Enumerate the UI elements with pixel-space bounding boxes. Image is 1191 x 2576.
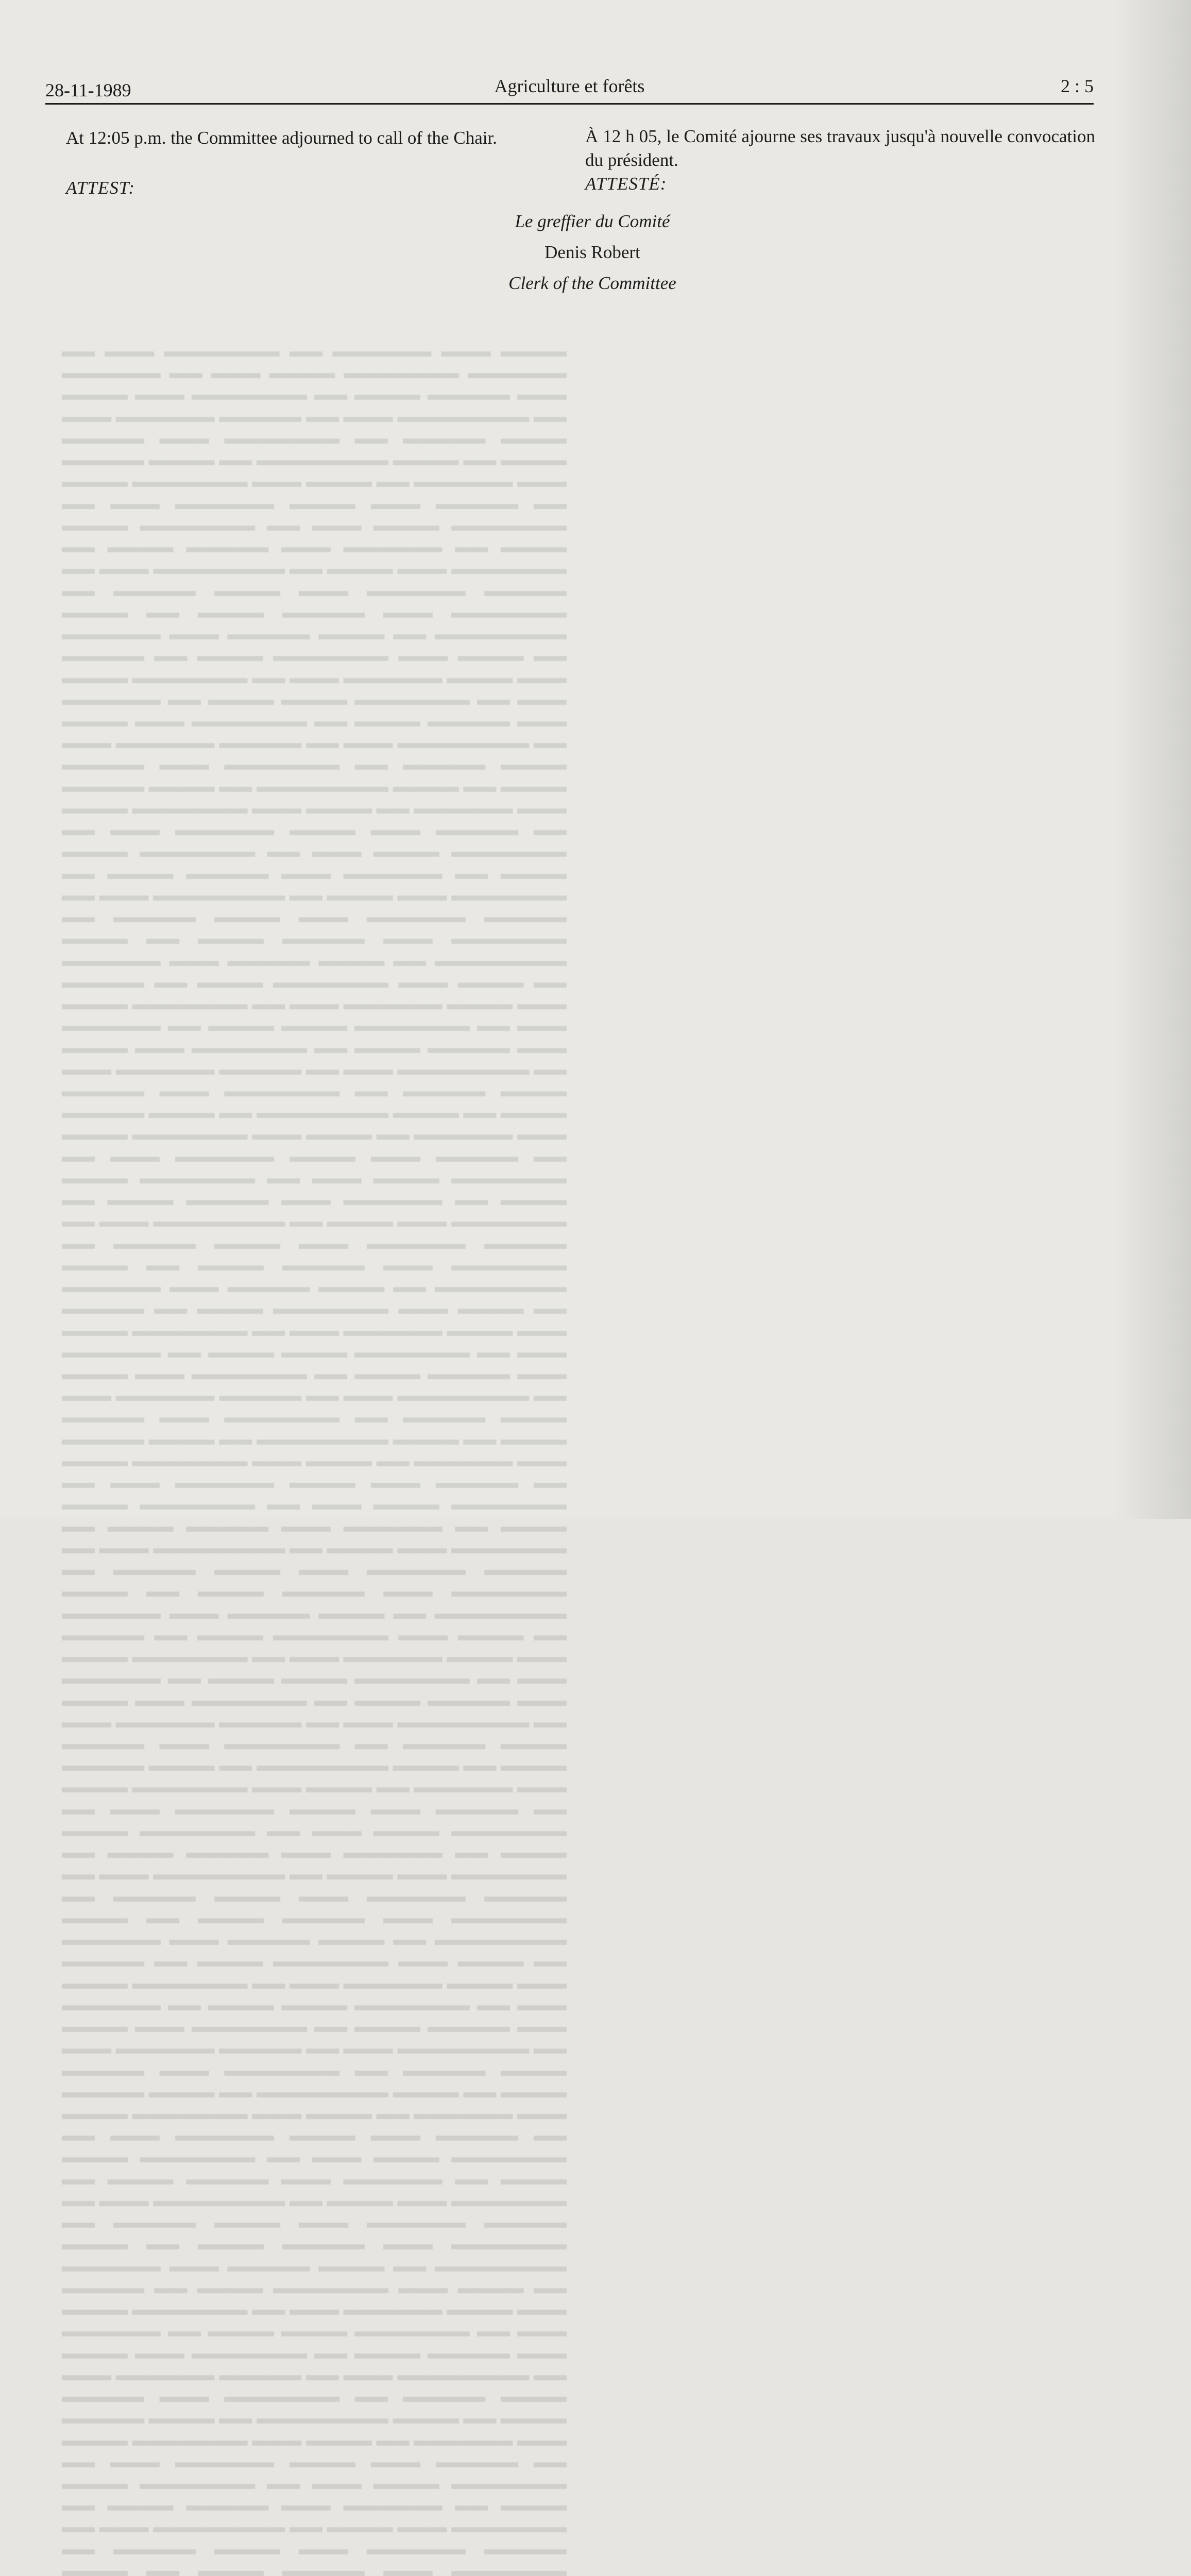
english-attest-label: ATTEST: (66, 178, 135, 198)
header-rule (45, 103, 1094, 105)
show-through-left: ▬▬▬▬ ▬▬▬ ▬▬▬▬▬▬ ▬▬ ▬▬▬▬▬▬▬ ▬▬▬ ▬▬ ▬▬▬▬▬▬ ▬▬▬▬▬▬▬ ▬▬▬▬ ▬▬▬ ▬▬ ▬▬▬▬▬▬ ▬▬▬ ▬▬▬▬▬ ▬▬▬▬ ▬▬ ▬▬▬▬▬▬▬ ▬▬▬ ▬▬▬▬ ▬▬ ▬▬▬▬▬▬▬▬ ▬▬▬ ▬▬ ▬▬▬▬▬ ▬▬▬▬▬▬ ▬▬▬ ▬▬▬▬ ▬▬▬▬▬ ▬▬ ▬▬▬▬▬▬▬ ▬▬▬ ▬▬▬▬▬ ▬▬▬▬ ▬▬ ▬▬▬▬ ▬▬▬▬▬▬▬▬ ▬▬ ▬▬▬▬ ▬▬▬▬▬ ▬▬▬ ▬▬▬▬▬▬ ▬▬ ▬▬▬▬ ▬▬▬ ▬▬▬▬▬▬▬ ▬▬▬▬ ▬▬ ▬▬▬▬▬ ▬▬▬ ▬▬▬▬ ▬▬▬▬▬▬ ▬▬▬ ▬▬ ▬▬▬▬▬▬▬ ▬▬▬▬ ▬▬▬ ▬▬ ▬▬▬▬▬▬▬ ▬▬▬▬ ▬▬▬▬ ▬▬ ▬▬▬▬▬▬ ▬▬▬ ▬▬▬▬▬ ▬▬▬▬ ▬▬ ▬▬▬▬▬▬▬ ▬▬▬ ▬▬▬▬ ▬▬ ▬▬▬▬▬▬▬▬ ▬▬▬ ▬▬ ▬▬▬▬▬ ▬▬▬▬▬▬ ▬▬▬ ▬▬▬▬ ▬▬▬▬▬ ▬▬ ▬▬▬▬▬▬▬ ▬▬▬ ▬▬▬▬▬ ▬▬▬▬ ▬▬ ▬▬▬▬ ▬▬▬▬▬▬▬▬ ▬▬ ▬▬▬▬ ▬▬▬▬▬ ▬▬▬ ▬▬▬▬▬▬ ▬▬ ▬▬▬▬ ▬▬▬ ▬▬▬▬▬▬▬ ▬▬▬▬ ▬▬ ▬▬▬▬▬ ▬▬▬ ▬▬▬▬ ▬▬▬▬▬▬ ▬▬▬ ▬▬ ▬▬▬▬▬▬▬ ▬▬▬▬ ▬▬▬ ▬▬ ▬▬▬▬▬▬▬ ▬▬▬▬ ▬▬▬▬ ▬▬ ▬▬▬▬▬▬ ▬▬▬ ▬▬▬▬▬ ▬▬▬▬ ▬▬ ▬▬▬▬▬▬▬ ▬▬▬ ▬▬▬▬ ▬▬ ▬▬▬▬▬▬▬▬ ▬▬▬ ▬▬ ▬▬▬▬▬ ▬▬▬▬▬▬ ▬▬▬ ▬▬▬▬ ▬▬▬▬▬ ▬▬ ▬▬▬▬▬▬▬ ▬▬▬ ▬▬▬▬▬ ▬▬▬▬ ▬▬ ▬▬▬▬ ▬▬▬▬▬▬▬▬ ▬▬ ▬▬▬▬ ▬▬▬▬▬ ▬▬▬ ▬▬▬▬▬▬ ▬▬ ▬▬▬▬ ▬▬▬ ▬▬▬▬▬▬▬ ▬▬▬▬ ▬▬ ▬▬▬▬▬ ▬▬▬ ▬▬▬▬ ▬▬▬▬▬▬ ▬▬▬ ▬▬ ▬▬▬▬▬▬▬ ▬▬▬▬ ▬▬▬ ▬▬ ▬▬▬▬▬▬▬ ▬▬▬▬ ▬▬▬▬ ▬▬ ▬▬▬▬▬▬ ▬▬▬ ▬▬▬▬▬ ▬▬▬▬ ▬▬ ▬▬▬▬▬▬▬ ▬▬▬ ▬▬▬▬ ▬▬ ▬▬▬▬▬▬▬▬ ▬▬▬ ▬▬ ▬▬▬▬▬ ▬▬▬▬▬▬ ▬▬▬ ▬▬▬▬ ▬▬▬▬▬ ▬▬ ▬▬▬▬▬▬▬ ▬▬▬ ▬▬▬▬▬ ▬▬▬▬ ▬▬ ▬▬▬▬ ▬▬▬▬▬▬▬▬ ▬▬ ▬▬▬▬ ▬▬▬▬▬ ▬▬▬ ▬▬▬▬▬▬ ▬▬ ▬▬▬▬ ▬▬▬ ▬▬▬▬▬▬▬ ▬▬▬▬ ▬▬ ▬▬▬▬▬ ▬▬▬ ▬▬▬▬ ▬▬▬▬▬▬ ▬▬▬ ▬▬ ▬▬▬▬▬▬▬ ▬▬▬▬ ▬▬▬ ▬▬ ▬▬▬▬▬▬▬ ▬▬▬▬ ▬▬▬▬ ▬▬ ▬▬▬▬▬▬ ▬▬▬ ▬▬▬▬▬ ▬▬▬▬ ▬▬ ▬▬▬▬▬▬▬ ▬▬▬ ▬▬▬▬ ▬▬ ▬▬▬▬▬▬▬▬ ▬▬▬ ▬▬ ▬▬▬▬▬ ▬▬▬▬▬▬ ▬▬▬ ▬▬▬▬ ▬▬▬▬▬ ▬▬ ▬▬▬▬▬▬▬ ▬▬▬ ▬▬▬▬▬ ▬▬▬▬ ▬▬ ▬▬▬▬ ▬▬▬▬▬▬▬▬ ▬▬ ▬▬▬▬ ▬▬▬▬▬ ▬▬▬ ▬▬▬▬▬▬ ▬▬ ▬▬▬▬ ▬▬▬ ▬▬▬▬▬▬▬ ▬▬▬▬ ▬▬ ▬▬▬▬▬ ▬▬▬ ▬▬▬▬ ▬▬▬▬▬▬ ▬▬▬ ▬▬ ▬▬▬▬▬▬▬ ▬▬▬▬ ▬▬▬ ▬▬ ▬▬▬▬▬▬▬ ▬▬▬▬ ▬▬▬▬ ▬▬ ▬▬▬▬▬▬ ▬▬▬ ▬▬▬▬▬ ▬▬▬▬ ▬▬ ▬▬▬▬▬▬▬ ▬▬▬ ▬▬▬▬ ▬▬ ▬▬▬▬▬▬▬▬ ▬▬▬ ▬▬ ▬▬▬▬▬ ▬▬▬▬▬▬ ▬▬▬ ▬▬▬▬ ▬▬▬▬▬ ▬▬ ▬▬▬▬▬▬▬ ▬▬▬ ▬▬▬▬▬ ▬▬▬▬ ▬▬ ▬▬▬▬ ▬▬▬▬▬▬▬▬ ▬▬ ▬▬▬▬ ▬▬▬▬▬ ▬▬▬ ▬▬▬▬▬▬ ▬▬ ▬▬▬▬ ▬▬▬ ▬▬▬▬▬▬▬ ▬▬▬▬ ▬▬ ▬▬▬▬▬ ▬▬▬ ▬▬▬▬ ▬▬▬▬▬▬ ▬▬▬ ▬▬ ▬▬▬▬▬▬▬ ▬▬▬▬ ▬▬▬ ▬▬ ▬▬▬▬▬▬▬ ▬▬▬▬ ▬▬▬▬ ▬▬ ▬▬▬▬▬▬ ▬▬▬ ▬▬▬▬▬ ▬▬▬▬ ▬▬ ▬▬▬▬▬▬▬ ▬▬▬ ▬▬▬▬ ▬▬ ▬▬▬▬▬▬▬▬ ▬▬▬ ▬▬ ▬▬▬▬▬ ▬▬▬▬▬▬ ▬▬▬ ▬▬▬▬ ▬▬▬▬▬ ▬▬ ▬▬▬▬▬▬▬ ▬▬▬ ▬▬▬▬▬ ▬▬▬▬ ▬▬ ▬▬▬▬ ▬▬▬▬▬▬▬▬ ▬▬ ▬▬▬▬ ▬▬▬▬▬ ▬▬▬ ▬▬▬▬▬▬ ▬▬ ▬▬▬▬ ▬▬▬ ▬▬▬▬▬▬▬ ▬▬▬▬ ▬▬ ▬▬▬▬▬ ▬▬▬ ▬▬▬▬ ▬▬▬▬▬▬ ▬▬▬ ▬▬ ▬▬▬▬▬▬▬ ▬▬▬▬ ▬▬▬ ▬▬ ▬▬▬▬▬▬▬ ▬▬▬▬ ▬▬▬▬ ▬▬ ▬▬▬▬▬▬ ▬▬▬ ▬▬▬▬▬ ▬▬▬▬ ▬▬ ▬▬▬▬▬▬▬ ▬▬▬ ▬▬▬▬ ▬▬ ▬▬▬▬▬▬▬▬ ▬▬▬ ▬▬ ▬▬▬▬▬ ▬▬▬▬▬▬ ▬▬▬ ▬▬▬▬ ▬▬▬▬▬ ▬▬ ▬▬▬▬▬▬▬ ▬▬▬ ▬▬▬▬▬ ▬▬▬▬ ▬▬ ▬▬▬▬ ▬▬▬▬▬▬▬▬ ▬▬ ▬▬▬▬ ▬▬▬▬▬ ▬▬▬ ▬▬▬▬▬▬ ▬▬ ▬▬▬▬ ▬▬▬ ▬▬▬▬▬▬▬ ▬▬▬▬ ▬▬ ▬▬▬▬▬ ▬▬▬ ▬▬▬▬ ▬▬▬▬▬▬ ▬▬▬ ▬▬ ▬▬▬▬▬▬▬ ▬▬▬▬ ▬▬▬ ▬▬ ▬▬▬▬▬▬▬ ▬▬▬▬ ▬▬▬▬ ▬▬ ▬▬▬▬▬▬ ▬▬▬ ▬▬▬▬▬ ▬▬▬▬ ▬▬ ▬▬▬▬▬▬▬ ▬▬▬ ▬▬▬▬ ▬▬ ▬▬▬▬▬▬▬▬ ▬▬▬ ▬▬ ▬▬▬▬▬ ▬▬▬▬▬▬ ▬▬▬ ▬▬▬▬ ▬▬▬▬▬ ▬▬ ▬▬▬▬▬▬▬ ▬▬▬ ▬▬▬▬▬ ▬▬▬▬ ▬▬ ▬▬▬▬ ▬▬▬▬▬▬▬▬ ▬▬ ▬▬▬▬ ▬▬▬▬▬ ▬▬▬ ▬▬▬▬▬▬ ▬▬ ▬▬▬▬ ▬▬▬ ▬▬▬▬▬▬▬ ▬▬▬▬ ▬▬ ▬▬▬▬▬ ▬▬▬ ▬▬▬▬ ▬▬▬▬▬▬ ▬▬▬ ▬▬ ▬▬▬▬▬▬▬ ▬▬▬▬ ▬▬▬ ▬▬ ▬▬▬▬▬▬▬ ▬▬▬▬ ▬▬▬▬ ▬▬ ▬▬▬▬▬▬ ▬▬▬ ▬▬▬▬▬ ▬▬▬▬ ▬▬ ▬▬▬▬▬▬▬ ▬▬▬ ▬▬▬▬ ▬▬ ▬▬▬▬▬▬▬▬ ▬▬▬ ▬▬ ▬▬▬▬▬ ▬▬▬▬▬▬ ▬▬▬ ▬▬▬▬ ▬▬▬▬▬ ▬▬ ▬▬▬▬▬▬▬ ▬▬▬ ▬▬▬▬▬ ▬▬▬▬ ▬▬ ▬▬▬▬ ▬▬▬▬▬▬▬▬ ▬▬ ▬▬▬▬ ▬▬▬▬▬ ▬▬▬ ▬▬▬▬▬▬ ▬▬ ▬▬▬▬ ▬▬▬ ▬▬▬▬▬▬▬ ▬▬▬▬ ▬▬ ▬▬▬▬▬ ▬▬▬ ▬▬▬▬ ▬▬▬▬▬▬ ▬▬▬ ▬▬ ▬▬▬▬▬▬▬ ▬▬▬▬ ▬▬▬ ▬▬ ▬▬▬▬▬▬▬ ▬▬▬▬ ▬▬▬▬ ▬▬ ▬▬▬▬▬▬ ▬▬▬ ▬▬▬▬▬ ▬▬▬▬ ▬▬ ▬▬▬▬▬▬▬ ▬▬▬ ▬▬▬▬ ▬▬ ▬▬▬▬▬▬▬▬ ▬▬▬ ▬▬ ▬▬▬▬▬ ▬▬▬▬▬▬ ▬▬▬ ▬▬▬▬ ▬▬▬▬▬ ▬▬ ▬▬▬▬▬▬▬ ▬▬▬ ▬▬▬▬▬ ▬▬▬▬ ▬▬ ▬▬▬▬ ▬▬▬▬▬▬▬▬ ▬▬ ▬▬▬▬ ▬▬▬▬▬ ▬▬▬ ▬▬▬▬▬▬ ▬▬ ▬▬▬▬ ▬▬▬ ▬▬▬▬▬▬▬ ▬▬▬▬ ▬▬ ▬▬▬▬▬ ▬▬▬ ▬▬▬▬ ▬▬▬▬▬▬ ▬▬▬ ▬▬ ▬▬▬▬▬▬▬ ▬▬▬▬ ▬▬▬ ▬▬ ▬▬▬▬▬▬▬ ▬▬▬▬ ▬▬▬▬ ▬▬ ▬▬▬▬▬▬ ▬▬▬ ▬▬▬▬▬ ▬▬▬▬ ▬▬ ▬▬▬▬▬▬▬ ▬▬▬ ▬▬▬▬ ▬▬ ▬▬▬▬▬▬▬▬ ▬▬▬ ▬▬ ▬▬▬▬▬ ▬▬▬▬▬▬ ▬▬▬ ▬▬▬▬ ▬▬▬▬▬ ▬▬ ▬▬▬▬▬▬▬ ▬▬▬ ▬▬▬▬▬ ▬▬▬▬ ▬▬ ▬▬▬▬ ▬▬▬▬▬▬▬▬ ▬▬ ▬▬▬▬ ▬▬▬▬▬ ▬▬▬ ▬▬▬▬▬▬ ▬▬ ▬▬▬▬ ▬▬▬ ▬▬▬▬▬▬▬ ▬▬▬▬ ▬▬ ▬▬▬▬▬ ▬▬▬ ▬▬▬▬ ▬▬▬▬▬▬ ▬▬▬ ▬▬ ▬▬▬▬▬▬▬ ▬▬▬▬ ▬▬▬ ▬▬ ▬▬▬▬▬▬▬ ▬▬▬▬ ▬▬▬▬ ▬▬ ▬▬▬▬▬▬ ▬▬▬ ▬▬▬▬▬ ▬▬▬▬ ▬▬ ▬▬▬▬▬▬▬ ▬▬▬ ▬▬▬▬ ▬▬ ▬▬▬▬▬▬▬▬ ▬▬▬ ▬▬ ▬▬▬▬▬ ▬▬▬▬▬▬ ▬▬▬ ▬▬▬▬ ▬▬▬▬▬ ▬▬ ▬▬▬▬▬▬▬ ▬▬▬ ▬▬▬▬▬ ▬▬▬▬ ▬▬ ▬▬▬▬ ▬▬▬▬▬▬▬▬ ▬▬ ▬▬▬▬ ▬▬▬▬▬ ▬▬▬ ▬▬▬▬▬▬ ▬▬ ▬▬▬▬ ▬▬▬ ▬▬▬▬▬▬▬ ▬▬▬▬ ▬▬ ▬▬▬▬▬ ▬▬▬ ▬▬▬▬ ▬▬▬▬▬▬ ▬▬▬ ▬▬ ▬▬▬▬▬▬▬ ▬▬▬▬ ▬▬▬ ▬▬ ▬▬▬▬▬▬▬ ▬▬▬▬ ▬▬▬▬ ▬▬ ▬▬▬▬▬▬ ▬▬▬ ▬▬▬▬▬ ▬▬▬▬ ▬▬ ▬▬▬▬▬▬▬ ▬▬▬ ▬▬▬▬ ▬▬ ▬▬▬▬▬▬▬▬ ▬▬▬ ▬▬ ▬▬▬▬▬ ▬▬▬▬▬▬ ▬▬▬ ▬▬▬▬ ▬▬▬▬▬ ▬▬ ▬▬▬▬▬▬▬ ▬▬▬ ▬▬▬▬▬ ▬▬▬▬ ▬▬ ▬▬▬▬ (62, 342, 567, 2576)
page-edge-shadow (1114, 0, 1191, 1519)
header-page-number: 2 : 5 (1060, 76, 1094, 96)
english-column (66, 126, 568, 198)
french-column (585, 125, 1095, 194)
clerk-title-french: Le greffier du Comité (515, 211, 670, 231)
french-attest-label: ATTESTÉ: (585, 174, 667, 194)
header-title: Agriculture et forêts (494, 76, 645, 96)
running-header (45, 75, 1094, 104)
header-date: 28-11-1989 (45, 80, 131, 100)
clerk-name: Denis Robert (545, 242, 640, 262)
french-adjournment-text: À 12 h 05, le Comité ajourne ses travaux jusqu'à nouvelle convocation du président. (585, 126, 1095, 170)
signature-block (412, 211, 773, 304)
clerk-title-english: Clerk of the Committee (508, 273, 676, 293)
english-adjournment-text: At 12:05 p.m. the Committee adjourned to call of the Chair. (66, 128, 497, 148)
